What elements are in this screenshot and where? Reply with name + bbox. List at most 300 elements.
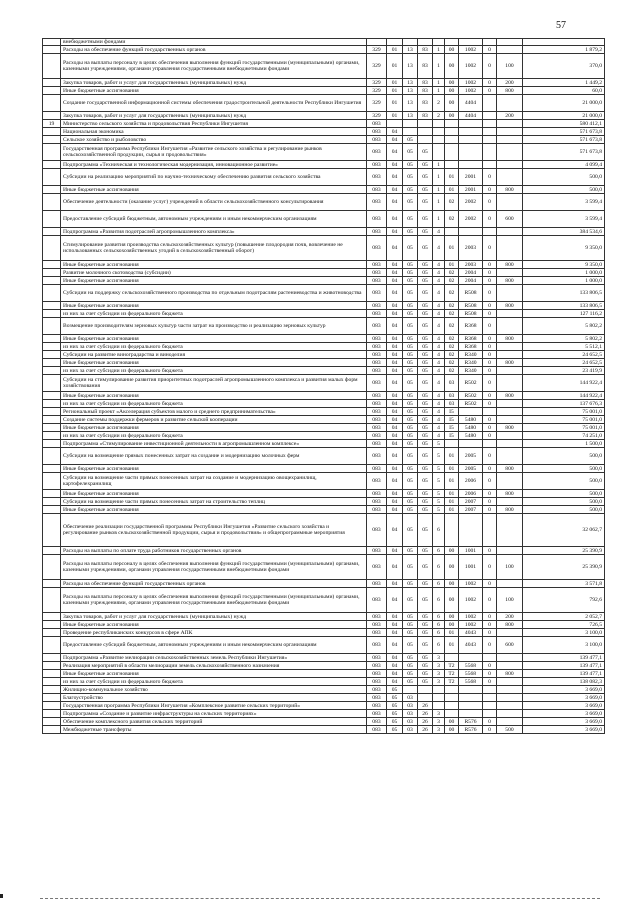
code-zero: 0 (483, 678, 497, 686)
code-event: 00 (445, 112, 459, 120)
row-name: Иные бюджетные ассигнования (61, 490, 367, 498)
code-expense-type: 800 (497, 277, 523, 285)
code-subsection: 13 (403, 112, 418, 120)
code-section: 05 (387, 718, 403, 726)
row-name: Обеспечение комплексного развития сельских территорий (61, 718, 367, 726)
code-section: 04 (387, 285, 403, 302)
code-expense-type (497, 144, 523, 161)
code-event: 00 (445, 54, 459, 79)
code-ministry: 083 (367, 702, 387, 710)
table-row (43, 432, 605, 440)
code-subprogram (433, 686, 445, 694)
code-zero (483, 702, 497, 710)
code-subprogram: 4 (433, 400, 445, 408)
table-row (43, 367, 605, 375)
code-subsection: 03 (403, 726, 418, 734)
code-subsection: 05 (403, 670, 418, 678)
code-section: 04 (387, 161, 403, 169)
table-row (43, 39, 605, 46)
code-direction (459, 144, 483, 161)
code-subprogram: 4 (433, 318, 445, 335)
row-amount: 2 052,7 (523, 613, 605, 621)
code-program: 05 (418, 621, 433, 629)
code-expense-type: 800 (497, 335, 523, 343)
code-program: 05 (418, 440, 433, 448)
code-subprogram: 4 (433, 367, 445, 375)
code-subsection: 05 (403, 613, 418, 621)
table-row (43, 637, 605, 654)
row-amount: 24 652,5 (523, 359, 605, 367)
code-program: 05 (418, 169, 433, 186)
row-number (43, 87, 61, 95)
row-amount: 25 390,9 (523, 547, 605, 555)
code-zero: 0 (483, 662, 497, 670)
code-expense-type (497, 400, 523, 408)
code-section: 04 (387, 351, 403, 359)
code-event: T2 (445, 662, 459, 670)
code-ministry: 083 (367, 408, 387, 416)
code-zero: 0 (483, 621, 497, 629)
row-number (43, 54, 61, 79)
row-number (43, 686, 61, 694)
code-subsection: 13 (403, 54, 418, 79)
row-amount: 500,0 (523, 465, 605, 473)
code-ministry: 083 (367, 613, 387, 621)
code-section: 04 (387, 335, 403, 343)
code-direction: 5568 (459, 670, 483, 678)
code-event: 01 (445, 186, 459, 194)
code-section: 04 (387, 302, 403, 310)
code-event (445, 136, 459, 144)
bottom-rule (40, 898, 600, 899)
code-event: I5 (445, 432, 459, 440)
code-ministry: 083 (367, 506, 387, 514)
code-expense-type: 800 (497, 186, 523, 194)
code-direction: 1002 (459, 79, 483, 87)
code-program: 05 (418, 473, 433, 490)
row-number (43, 161, 61, 169)
row-name: Субсидии на поддержку сельскохозяйственного производства по отдельным подотраслям растениеводства и животноводства (61, 285, 367, 302)
code-direction: 5480 (459, 424, 483, 432)
code-program: 05 (418, 490, 433, 498)
row-amount: 75 001,0 (523, 424, 605, 432)
code-ministry: 083 (367, 654, 387, 662)
row-amount: 5 802,2 (523, 335, 605, 343)
code-event: 00 (445, 580, 459, 588)
table-row (43, 46, 605, 54)
code-program: 05 (418, 302, 433, 310)
code-expense-type: 800 (497, 465, 523, 473)
code-event: 00 (445, 588, 459, 613)
row-name: Субсидии на реализацию мероприятий по научно-техническому обеспечению развития сельского хозяйства (61, 169, 367, 186)
code-ministry: 083 (367, 359, 387, 367)
code-ministry: 329 (367, 54, 387, 79)
code-subsection: 03 (403, 710, 418, 718)
row-amount: 500,0 (523, 473, 605, 490)
code-event (445, 702, 459, 710)
row-number (43, 670, 61, 678)
code-zero (483, 144, 497, 161)
code-program: 05 (418, 310, 433, 318)
code-ministry: 083 (367, 228, 387, 236)
row-number (43, 473, 61, 490)
code-subprogram: 5 (433, 448, 445, 465)
code-direction: R340 (459, 367, 483, 375)
code-subsection: 05 (403, 144, 418, 161)
code-subsection: 13 (403, 46, 418, 54)
code-direction (459, 161, 483, 169)
code-ministry: 083 (367, 465, 387, 473)
code-section: 04 (387, 621, 403, 629)
row-amount: 726,5 (523, 621, 605, 629)
code-zero: 0 (483, 613, 497, 621)
row-number (43, 694, 61, 702)
code-event: 02 (445, 194, 459, 211)
row-amount: 3 669,0 (523, 710, 605, 718)
row-number (43, 236, 61, 261)
code-subprogram: 3 (433, 678, 445, 686)
code-subprogram: 4 (433, 269, 445, 277)
row-name: Предоставление субсидий бюджетным, автономным учреждениям и иным некоммерческим организациям (61, 637, 367, 654)
row-amount: 3 669,0 (523, 694, 605, 702)
code-subsection: 05 (403, 318, 418, 335)
code-subprogram: 6 (433, 588, 445, 613)
row-name: Обеспечение деятельности (оказание услуг) учреждений в области сельскохозяйственного консультирования (61, 194, 367, 211)
code-direction: R508 (459, 302, 483, 310)
row-amount: 4 099,4 (523, 161, 605, 169)
row-name: Закупка товаров, работ и услуг для государственных (муниципальных) нужд (61, 613, 367, 621)
row-amount: 580 412,1 (523, 120, 605, 128)
code-zero (483, 136, 497, 144)
row-number (43, 302, 61, 310)
row-name: Иные бюджетные ассигнования (61, 465, 367, 473)
row-number (43, 424, 61, 432)
code-expense-type (497, 236, 523, 261)
code-subprogram: 1 (433, 211, 445, 228)
row-name: Закупка товаров, работ и услуг для государственных (муниципальных) нужд (61, 79, 367, 87)
code-subprogram: 4 (433, 335, 445, 343)
code-zero: 0 (483, 351, 497, 359)
row-name: Субсидии на развитие виноградарства и виноделия (61, 351, 367, 359)
code-subsection: 13 (403, 95, 418, 112)
code-subsection: 05 (403, 375, 418, 392)
code-event (445, 128, 459, 136)
code-ministry: 083 (367, 432, 387, 440)
code-expense-type (497, 416, 523, 424)
code-subsection: 05 (403, 580, 418, 588)
code-expense-type: 800 (497, 87, 523, 95)
row-amount: 1 879,2 (523, 46, 605, 54)
code-subprogram: 1 (433, 186, 445, 194)
row-amount: 139 477,1 (523, 654, 605, 662)
row-name: Жилищно-коммунальное хозяйство (61, 686, 367, 694)
table-row (43, 662, 605, 670)
code-program: 05 (418, 392, 433, 400)
code-section: 01 (387, 112, 403, 120)
table-row (43, 424, 605, 432)
code-subsection: 05 (403, 465, 418, 473)
code-event: 00 (445, 621, 459, 629)
code-direction: R502 (459, 375, 483, 392)
code-direction: 2004 (459, 269, 483, 277)
code-subprogram: 3 (433, 670, 445, 678)
code-subsection: 05 (403, 343, 418, 351)
code-direction: 4404 (459, 95, 483, 112)
code-direction: R508 (459, 285, 483, 302)
row-number (43, 343, 61, 351)
row-name: Подпрограмма «Техническая и технологическая модернизация, инновационное развитие» (61, 161, 367, 169)
code-event: 02 (445, 285, 459, 302)
code-event: 02 (445, 302, 459, 310)
code-subprogram: 3 (433, 662, 445, 670)
code-subsection: 05 (403, 136, 418, 144)
row-number (43, 416, 61, 424)
code-event: 02 (445, 351, 459, 359)
code-program: 05 (418, 448, 433, 465)
row-amount: 75 001,0 (523, 416, 605, 424)
code-zero: 0 (483, 432, 497, 440)
row-number (43, 580, 61, 588)
code-direction: R576 (459, 726, 483, 734)
code-ministry: 083 (367, 375, 387, 392)
code-event: 01 (445, 490, 459, 498)
row-name: Расходы на обеспечение функций государственных органов (61, 46, 367, 54)
code-subsection: 05 (403, 654, 418, 662)
code-section: 04 (387, 128, 403, 136)
code-program: 05 (418, 269, 433, 277)
row-name: Иные бюджетные ассигнования (61, 302, 367, 310)
table-row (43, 79, 605, 87)
code-section: 04 (387, 547, 403, 555)
code-program (418, 136, 433, 144)
row-amount: 137 676,3 (523, 400, 605, 408)
code-direction (459, 440, 483, 448)
code-event (445, 120, 459, 128)
code-direction: 2001 (459, 169, 483, 186)
table-row (43, 161, 605, 169)
code-zero: 0 (483, 490, 497, 498)
code-event (445, 686, 459, 694)
code-direction: 2003 (459, 261, 483, 269)
code-subsection: 05 (403, 424, 418, 432)
code-expense-type: 200 (497, 613, 523, 621)
code-direction: 2002 (459, 194, 483, 211)
code-event: 02 (445, 343, 459, 351)
row-amount: 571 673,8 (523, 136, 605, 144)
code-zero: 0 (483, 547, 497, 555)
code-direction: R368 (459, 335, 483, 343)
code-subsection: 05 (403, 236, 418, 261)
code-zero: 0 (483, 498, 497, 506)
code-direction (459, 228, 483, 236)
row-amount: 792,6 (523, 588, 605, 613)
table-row (43, 670, 605, 678)
code-ministry: 083 (367, 144, 387, 161)
code-zero: 0 (483, 416, 497, 424)
code-subsection: 05 (403, 678, 418, 686)
code-program: 05 (418, 506, 433, 514)
row-amount: 21 000,0 (523, 95, 605, 112)
code-ministry: 083 (367, 498, 387, 506)
code-subsection: 05 (403, 408, 418, 416)
table-row (43, 473, 605, 490)
table-row (43, 588, 605, 613)
code-section: 04 (387, 506, 403, 514)
code-section: 04 (387, 367, 403, 375)
table-row (43, 678, 605, 686)
code-event (445, 710, 459, 718)
table-row (43, 621, 605, 629)
code-section: 04 (387, 670, 403, 678)
row-amount: 571 673,8 (523, 144, 605, 161)
table-row (43, 547, 605, 555)
code-expense-type (497, 547, 523, 555)
row-amount: 74 251,0 (523, 432, 605, 440)
table-row (43, 555, 605, 580)
code-program: 05 (418, 670, 433, 678)
row-name: Сельское хозяйство и рыболовство (61, 136, 367, 144)
code-section: 05 (387, 686, 403, 694)
code-subprogram: 3 (433, 654, 445, 662)
code-expense-type: 800 (497, 506, 523, 514)
code-subprogram: 4 (433, 343, 445, 351)
row-amount: 1 000,0 (523, 277, 605, 285)
code-program: 26 (418, 710, 433, 718)
code-section: 04 (387, 514, 403, 547)
code-program: 05 (418, 498, 433, 506)
code-direction: 1002 (459, 580, 483, 588)
row-amount: 138 082,3 (523, 678, 605, 686)
code-event (445, 694, 459, 702)
code-expense-type (497, 448, 523, 465)
row-amount: 9 350,0 (523, 236, 605, 261)
row-number (43, 621, 61, 629)
code-subprogram: 4 (433, 261, 445, 269)
code-subsection: 05 (403, 161, 418, 169)
code-ministry: 083 (367, 514, 387, 547)
code-expense-type (497, 120, 523, 128)
code-expense-type: 800 (497, 424, 523, 432)
code-section: 04 (387, 269, 403, 277)
code-ministry: 083 (367, 547, 387, 555)
code-direction (459, 408, 483, 416)
code-expense-type (497, 269, 523, 277)
code-event (445, 654, 459, 662)
row-name: внебюджетными фондами (61, 39, 367, 46)
row-number (43, 269, 61, 277)
row-amount: 5 802,2 (523, 318, 605, 335)
code-program: 26 (418, 726, 433, 734)
code-ministry: 083 (367, 580, 387, 588)
row-number (43, 654, 61, 662)
code-program: 05 (418, 194, 433, 211)
row-name: из них за счет субсидии из федерального бюджета (61, 367, 367, 375)
code-subsection (403, 39, 418, 46)
code-subprogram: 1 (433, 87, 445, 95)
row-number (43, 547, 61, 555)
code-program: 05 (418, 432, 433, 440)
code-subsection: 05 (403, 416, 418, 424)
table-row (43, 710, 605, 718)
code-expense-type (497, 718, 523, 726)
row-number (43, 136, 61, 144)
code-ministry: 083 (367, 261, 387, 269)
row-name: Иные бюджетные ассигнования (61, 621, 367, 629)
code-subprogram: 4 (433, 351, 445, 359)
code-subprogram: 1 (433, 194, 445, 211)
code-zero: 0 (483, 186, 497, 194)
code-zero: 0 (483, 169, 497, 186)
code-section: 04 (387, 440, 403, 448)
table-row (43, 440, 605, 448)
code-direction: R502 (459, 392, 483, 400)
row-number (43, 211, 61, 228)
code-subprogram: 3 (433, 710, 445, 718)
code-direction: 1002 (459, 54, 483, 79)
table-row (43, 310, 605, 318)
code-event (445, 161, 459, 169)
row-number (43, 95, 61, 112)
code-section: 04 (387, 629, 403, 637)
code-ministry: 329 (367, 95, 387, 112)
row-number (43, 465, 61, 473)
code-direction: 5480 (459, 416, 483, 424)
code-subprogram: 6 (433, 637, 445, 654)
code-subprogram: 5 (433, 465, 445, 473)
code-section: 04 (387, 416, 403, 424)
row-number (43, 144, 61, 161)
row-number (43, 726, 61, 734)
code-section: 04 (387, 228, 403, 236)
code-ministry: 083 (367, 726, 387, 734)
code-subprogram: 6 (433, 514, 445, 547)
code-expense-type: 200 (497, 79, 523, 87)
row-amount: 500,0 (523, 169, 605, 186)
code-ministry: 083 (367, 686, 387, 694)
code-subsection: 05 (403, 547, 418, 555)
code-expense-type: 100 (497, 588, 523, 613)
row-amount: 3 599,4 (523, 211, 605, 228)
code-zero: 0 (483, 87, 497, 95)
row-number (43, 277, 61, 285)
row-name: Возмещение производителям зерновых культур части затрат на производство и реализацию зерновых культур (61, 318, 367, 335)
code-expense-type: 100 (497, 555, 523, 580)
row-name: Подпрограмма «Создание и развитие инфраструктуры на сельских территориях» (61, 710, 367, 718)
code-expense-type (497, 46, 523, 54)
row-name: Иные бюджетные ассигнования (61, 424, 367, 432)
scan-mark (0, 894, 3, 898)
row-name: Подпрограмма «Стимулирование инвестиционной деятельности в агропромышленном комплексе» (61, 440, 367, 448)
code-zero: 0 (483, 718, 497, 726)
code-direction: 1002 (459, 621, 483, 629)
row-number: 19 (43, 120, 61, 128)
row-amount: 3 669,0 (523, 702, 605, 710)
code-ministry: 083 (367, 621, 387, 629)
code-program: 83 (418, 54, 433, 79)
code-section: 04 (387, 580, 403, 588)
code-direction: 5568 (459, 662, 483, 670)
code-direction: R368 (459, 343, 483, 351)
code-section: 04 (387, 310, 403, 318)
code-subsection: 05 (403, 440, 418, 448)
table-row (43, 613, 605, 621)
table-row (43, 702, 605, 710)
row-number (43, 629, 61, 637)
table-row (43, 718, 605, 726)
code-section: 01 (387, 87, 403, 95)
budget-table (42, 38, 605, 734)
row-amount: 144 922,4 (523, 375, 605, 392)
